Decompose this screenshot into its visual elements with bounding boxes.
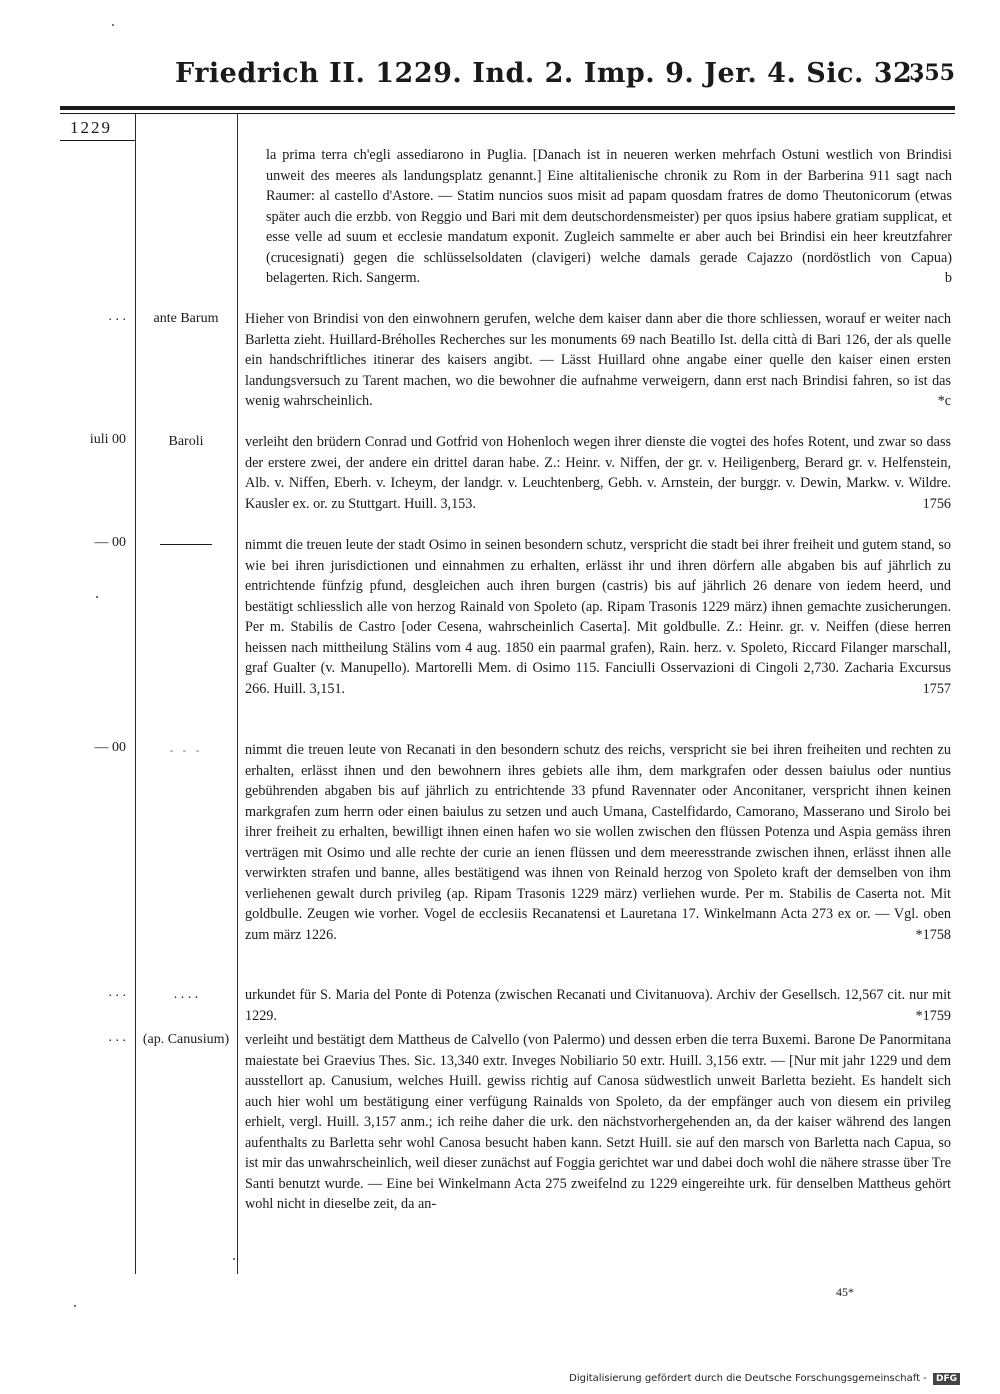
header-rule xyxy=(60,106,955,110)
entry-text xyxy=(245,535,951,699)
page-header xyxy=(60,58,955,102)
entry-text xyxy=(245,1030,951,1215)
entry-place: . . . . xyxy=(173,987,199,1002)
entry-text xyxy=(245,740,951,945)
entry-body: nimmt die treuen leute von Recanati in den besondern schutz des reichs, verspricht sie bei ihren freiheiten und rechten zu erhalten, erlässt ihnen und den bewohnern ihres gebiets alle ihm, dem markgrafen oder dessen baiulus oder nuntius gebührenden abgaben bis auf jährlich zu entrichtende 33 pfund Ravennater oder Anconitaner, verspricht ihnen keinen markgrafen zum herrn oder einen baiulus zu setzen und auch Umana, Castelfidardo, Camorano, Masserano und Sirolo bei ihrer freiheit zu erhalten, bewilligt ihnen einen hafen wo sie wollen zwischen den flüssen Potenza und Aspia gemäss ihren verträgen mit Osimo und alle rechte der curie an ienen flüssen und dem meeresstrande zwischen ihnen, erlässt ihnen alle verwirkten strafen und banne, alles bestätigend was ihnen von Reinald herzog von Spoleto kraft der demselben von ihm verliehenen gewalt durch privileg (ap. Ripam Trasonis 1229 märz) verliehen wurde. Per m. Stabilis de Caserta not. Mit goldbulle. Zeugen wie vorher. Vogel de ecclesiis Recanatensi et Lauretana 17. Winkelmann Acta 273 ex or. — Vgl. oben zum märz 1226. xyxy=(245,742,951,943)
entry-number: *1759 xyxy=(915,1007,951,1024)
column-divider-date xyxy=(135,114,136,1274)
credit-text: Digitalisierung gefördert durch die Deutsche Forschungsgemeinschaft - xyxy=(569,1373,927,1384)
entry-place: Baroli xyxy=(168,434,204,449)
sheet-signature: 45* xyxy=(836,1285,854,1299)
entry-number: b xyxy=(944,270,952,286)
entry-date: . . . xyxy=(108,309,126,324)
header-rule-thin xyxy=(60,113,955,114)
year-label: 1229 xyxy=(70,118,112,137)
entry-body: Hieher von Brindisi von den einwohnern gerufen, welche dem kaiser dann aber die thore schliessen, worauf er weiter nach Barletta zieht. Huillard-Bréholles Recherches sur les monuments 69 nach Beatillo Ist. della città di Bari 126, der als quelle ein handschriftliches itinerar des kaisers angibt. — Lässt Huillard ohne angabe einer quelle den kaiser einen ersten landungsversuch zu Tarent machen, wo die bewohner die aufnahme verweigern, dann erst nach Brindisi fahren, so ist das wenig wahrscheinlich. xyxy=(245,311,951,409)
entry-text xyxy=(245,309,951,412)
entry-text xyxy=(245,432,951,514)
place-dash xyxy=(160,544,212,545)
entry-place: ante Barum xyxy=(153,311,219,326)
page-number: 355 xyxy=(909,60,955,86)
entry-date: . . . xyxy=(108,1030,126,1045)
entry-date: iuli 00 xyxy=(89,432,126,447)
entry-text xyxy=(266,145,952,289)
column-divider-place xyxy=(237,114,238,1274)
entry-number: *c xyxy=(937,393,951,409)
entry-body: la prima terra ch'egli assediarono in Puglia. [Danach ist in neueren werken mehrfach Ostuni westlich von Brindisi unweit des meeres als landungsplatz genannt.] Eine altitalienische chronik zu Rom in der Barberina 911 sagt nach Raumer: al castello d'Astore. — Statim nuncios suos misit ad papam quosdam fratres de domo Theutonicorum (etwas später auch die erzbb. von Reggio und Bari mit dem deutschordensmeister) per quos ipsius habere gratiam supplicat, et esse velle ad suum et ecclesie mandatum exponit. Zugleich sammelte er aber auch bei Brindisi ein heer kreutzfahrer (crucesignati) gegen die schlüsselsoldaten (clavigeri) welche damals gerade Cajazzo (nordöstlich von Capua) belagerten. Rich. Sangerm. xyxy=(266,147,952,286)
entry-body: nimmt die treuen leute der stadt Osimo in seinen besondern schutz, verspricht die stadt bei ihrer freiheit und gutem stand, so wie bei ihren jurisdictionen und einnahmen zu erhalten, erlässt ihr und ihren dörfern alle abgaben bis auf jährlich zu entrichtende fünfzig pfund, desgleichen auch ihren burgen (castris) bis auf jährlich 26 denare von iedem heerd, und bestätigt schliesslich alle von herzog Rainald von Spoleto (ap. Ripam Trasonis 1229 märz) ihnen gemachte zusicherungen. Per m. Stabilis de Castro [oder Cesena, wahrscheinlich Caserta]. Mit goldbulle. Z.: Heinr. gr. v. Neiffen (diese herren heissen nach mittheilung Stälins vom 4 aug. 1850 ein paarmal grafen), Rain. herz. v. Spoleto, Riccard Filanger marschall, graf Gualter (v. Manupello). Martorelli Mem. di Osimo 115. Fanciulli Osservazioni di Cingoli 2,730. Zacharia Excursus 266. Huill. 3,151. xyxy=(245,537,951,697)
entry-body: verleiht den brüdern Conrad und Gotfrid von Hohenloch wegen ihrer dienste die vogtei des hofes Rotent, und zwar so dass der erstere zwei, der andere ein drittel daran habe. Z.: Heinr. v. Niffen, der gr. v. Heiligenberg, Berard gr. v. Helfenstein, Alb. v. Niffen, Eberh. v. Icheym, der landgr. v. Leuchtenberg, Gebh. v. Arnstein, der burggr. v. Dewin, Markw. v. Wildre. Kausler ex. or. zu Stuttgart. Huill. 3,153. xyxy=(245,434,951,512)
dfg-logo: DFG xyxy=(933,1373,960,1385)
entry-body: urkundet für S. Maria del Ponte di Potenza (zwischen Recanati und Civitanuova). Archiv der Gesellsch. 12,567 cit. nur mit 1229. xyxy=(245,987,951,1024)
entry-number: *1758 xyxy=(915,926,951,943)
digitization-credit xyxy=(569,1373,960,1385)
entry-number: 1756 xyxy=(922,495,951,512)
entry-date: — 00 xyxy=(94,740,126,755)
entry-text xyxy=(245,985,951,1026)
entry-date: — 00 xyxy=(94,535,126,550)
running-title: Friedrich II. 1229. Ind. 2. Imp. 9. Jer. 4. Sic. 32. xyxy=(175,58,923,89)
entry-number: 1757 xyxy=(922,680,951,697)
entry-place: - - - xyxy=(169,743,203,757)
entry-place: (ap. Canusium) xyxy=(142,1032,230,1047)
entry-place xyxy=(138,535,234,556)
entry-body: verleiht und bestätigt dem Mattheus de Calvello (von Palermo) und dessen erben die terra Buxemi. Barone De Panormitana maiestate bei Graevius Thes. Sic. 13,340 extr. Inveges Nobiliario 50 extr. Huill. 3,156 extr. — [Nur mit jahr 1229 und dem ausstellort ap. Canusium, welches Huill. gewiss richtig auf Canosa südwestlich unweit Barletta bezieht. Es handelt sich auch hier wohl um bestätigung einer verfügung Rainalds von Spoleto, da der empfänger auch von diesem ein privileg erhielt, vergl. Huill. 3,157 anm.; ich reihe daher die urk. den nächstvorhergehenden an, da der kaiser während des langen aufenthalts zu Barletta sehr wohl Canosa besucht haben kann. Setzt Huill. sie auf den marsch von Barletta nach Capua, so ist mir das unwahrscheinlich, weil dieser zunächst auf Foggia gerichtet war und dabei doch wohl die nähere strasse über Tre Santi benutzt wurde. — Eine bei Winkelmann Acta 275 zweifelnd zu 1229 eingereihte urk. für denselben Mattheus gehört wohl nicht in dieselbe zeit, da an- xyxy=(245,1032,951,1212)
entry-date: . . . xyxy=(108,985,126,1000)
